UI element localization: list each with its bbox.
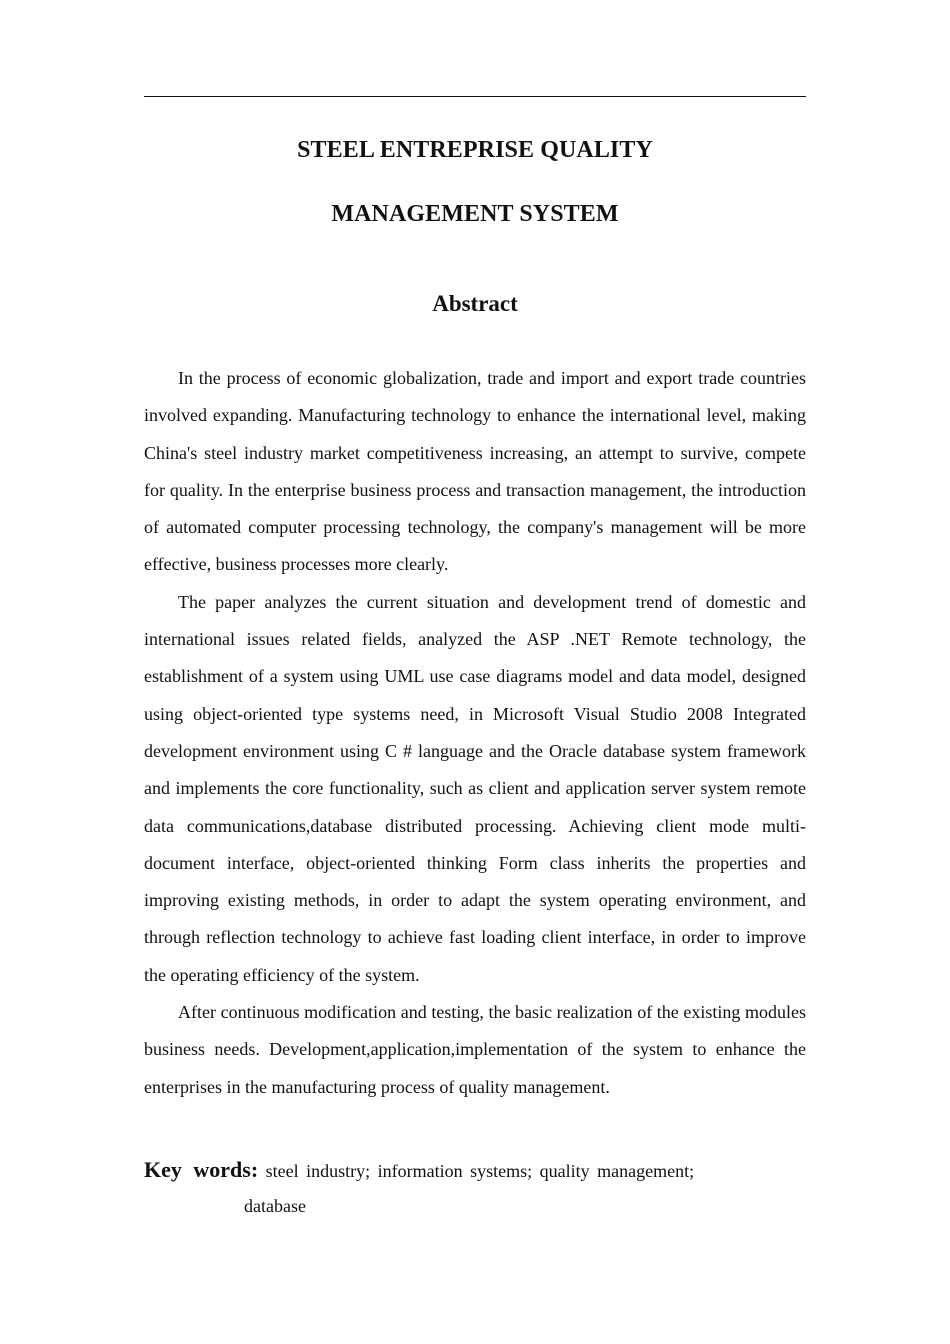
abstract-paragraph-2: The paper analyzes the current situation and development trend of domestic and international issues related fields, analyzed the ASP .NET Remote technology, the establishment of a system using UML use case diagrams model and data model, designed using object-oriented type systems need, in Microsoft Visual Studio 2008 Integrated development environment using C # language and the Oracle database system framework and implements the core functionality, such as client and application server system remote data communications,database distributed processing. Achieving client mode multi-document interface, object-oriented thinking Form class inherits the properties and improving existing methods, in order to adapt the system operating environment, and through reflection technology to achieve fast loading client interface, in order to improve the operating efficiency of the system. [144,591,806,985]
abstract-paragraph-3: After continuous modification and testing, the basic realization of the existing modules business needs. Development,application,implementation of the system to enhance the enterprises in the manufacturing process of quality management. [144,1002,806,1097]
abstract-heading: Abstract [432,291,518,316]
abstract-body [144,360,806,1106]
keywords-continuation: database [244,1196,306,1216]
keywords [144,1152,734,1189]
keywords-label: Key words: [144,1157,259,1182]
paper-title-line-2: MANAGEMENT SYSTEM [331,201,619,227]
abstract-paragraph-1: In the process of economic globalization, trade and import and export trade countries involved expanding. Manufacturing technology to enhance the international level, making China's steel industry market competitiveness increasing, an attempt to survive, compete for quality. In the enterprise business process and transaction management, the introduction of automated computer processing technology, the company's management will be more effective, business processes more clearly. [144,368,806,575]
keywords-list: steel industry; information systems; quality management; [265,1161,695,1181]
header-rule [144,96,806,97]
paper-title-line-1: STEEL ENTREPRISE QUALITY [297,137,653,163]
